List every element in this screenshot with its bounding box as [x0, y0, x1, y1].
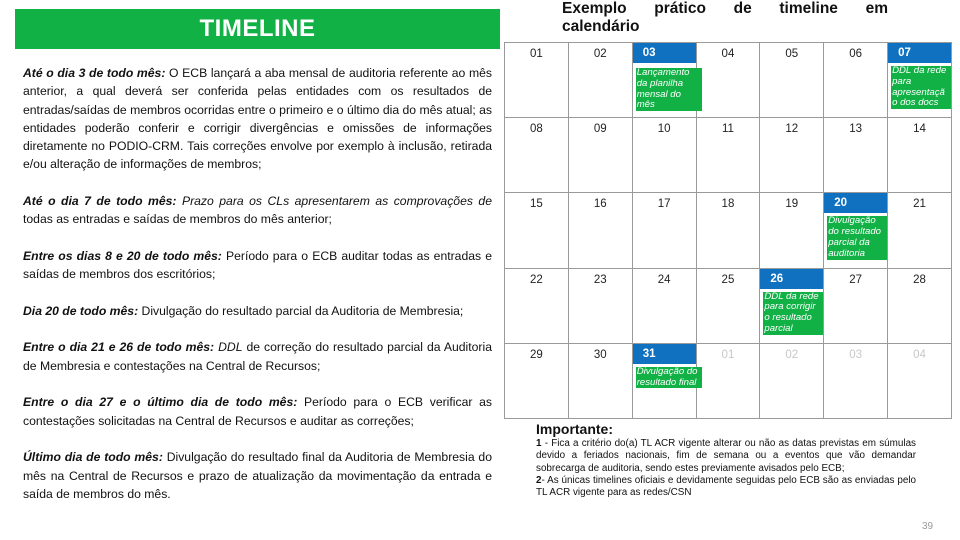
calendar-event-note: Divulgação do resultado parcial da auditoria [827, 216, 887, 259]
timeline-paragraph: Entre os dias 8 e 20 de todo mês: Período para o ECB auditar todas as entradas e saídas de membros dos escritórios; [23, 248, 492, 282]
calendar-day-number: 23 [593, 273, 607, 286]
calendar-day-number: 25 [721, 273, 735, 286]
calendar-day-cell [888, 193, 952, 268]
calendar-title-word: Exemplo [562, 0, 627, 17]
calendar-day-cell [888, 43, 952, 118]
calendar-day-cell [760, 193, 824, 268]
calendar-week [505, 268, 952, 343]
calendar-day-number: 15 [530, 198, 543, 211]
calendar-day-cell [888, 118, 952, 193]
calendar-day-number: 22 [530, 273, 543, 286]
calendar-day-highlight: 31 [633, 344, 696, 364]
calendar-day-highlight: 26 [760, 269, 823, 289]
calendar-day-number: 29 [530, 348, 543, 361]
calendar-day-cell [696, 43, 760, 118]
calendar-day-cell [696, 193, 760, 268]
calendar-day-number: 01 [530, 48, 543, 60]
page-number: 39 [922, 521, 934, 532]
calendar-event-note: Divulgação do resultado final [636, 367, 702, 389]
calendar-day-number: 13 [849, 123, 863, 136]
calendar-day-cell [568, 343, 632, 418]
calendar-day-number: 30 [593, 348, 607, 361]
timeline-paragraph: Último dia de todo mês: Divulgação do resultado final da Auditoria de Membresia do mês na Central de Recursos e prazo de atualização da movimentação da entrada e saída de membros do mês. [23, 450, 492, 501]
calendar-day-cell [696, 268, 760, 343]
important-heading: Importante: [536, 421, 613, 437]
calendar-day-cell [505, 193, 569, 268]
calendar-day-cell [760, 43, 824, 118]
calendar-day-number: 04 [913, 348, 926, 361]
calendar-day-cell [568, 43, 632, 118]
calendar-title [562, 0, 888, 36]
calendar-day-cell [824, 43, 888, 118]
timeline-paragraph: Entre o dia 27 e o último dia de todo mês: Período para o ECB verificar as contestações solicitadas na Central de Recursos e auditar as correções; [23, 395, 492, 428]
page-title: TIMELINE [15, 9, 500, 49]
timeline-paragraph: Até o dia 7 de todo mês: Prazo para os CLs apresentarem as comprovações de todas as entradas e saídas de membros do mês anterior; [23, 194, 492, 227]
calendar-week [505, 193, 952, 268]
calendar-grid [504, 42, 952, 419]
calendar-day-cell [824, 343, 888, 418]
calendar-day-number: 17 [657, 198, 671, 211]
calendar-day-cell [505, 343, 569, 418]
calendar-day-number: 01 [721, 348, 735, 361]
calendar-day-cell [696, 118, 760, 193]
calendar-day-number: 03 [849, 348, 863, 361]
calendar-day-number: 24 [657, 273, 671, 286]
calendar-day-cell [568, 268, 632, 343]
calendar-day-number: 02 [593, 48, 607, 60]
timeline-paragraph: Entre o dia 21 e 26 de todo mês: DDL de correção do resultado parcial da Auditoria de Membresia e contestações na Central de Recursos; [23, 340, 492, 373]
calendar-day-number: 27 [849, 273, 863, 286]
calendar-day-number: 08 [530, 123, 543, 136]
calendar-day-cell [696, 343, 760, 418]
calendar-day-number: 16 [593, 198, 607, 211]
calendar-day-number: 11 [721, 123, 734, 136]
timeline-description [23, 64, 492, 521]
calendar-day-cell [760, 343, 824, 418]
calendar-day-cell [505, 118, 569, 193]
calendar-event-note: Lançamento da planilha mensal do mês [636, 68, 702, 111]
calendar-day-cell [888, 268, 952, 343]
important-item: 2- As únicas timelines oficiais e devidamente seguidas pelo ECB são as enviadas pelo TL ACR vigente para as redes/CSN [536, 474, 916, 499]
calendar-day-number: 19 [785, 198, 799, 211]
calendar-day-cell [632, 268, 696, 343]
calendar-title-word: prático [654, 0, 706, 17]
calendar-day-cell [632, 343, 696, 418]
calendar-title-word: timeline [779, 0, 838, 17]
calendar-day-cell [760, 118, 824, 193]
calendar-day-highlight: 03 [633, 43, 696, 63]
calendar-week [505, 43, 952, 118]
calendar-day-cell [632, 118, 696, 193]
calendar-event-note: DDL da rede para corrigir o resultado parcial [763, 292, 823, 335]
calendar-day-number: 05 [785, 48, 799, 60]
calendar-title-word: em [865, 0, 888, 17]
calendar-day-cell [888, 343, 952, 418]
calendar-day-cell [568, 118, 632, 193]
calendar-day-cell [505, 268, 569, 343]
calendar-day-number: 10 [657, 123, 671, 136]
calendar-day-highlight: 20 [824, 193, 887, 213]
calendar-day-number: 02 [785, 348, 799, 361]
calendar-day-cell [824, 193, 888, 268]
important-notes [536, 421, 916, 499]
calendar-day-number: 28 [913, 273, 926, 286]
calendar-day-cell [632, 193, 696, 268]
calendar-week [505, 343, 952, 418]
calendar-day-cell [632, 43, 696, 118]
calendar-day-number: 09 [593, 123, 607, 136]
important-item: 1 - Fica a critério do(a) TL ACR vigente alterar ou não as datas previstas em súmulas devido a feriados nacionais, fim de semana ou a eventos que vão demandar sobrecarga de auditoria, sendo estes previamente avisados pelo ECB; [536, 438, 916, 474]
calendar-day-cell [760, 268, 824, 343]
calendar-day-number: 14 [913, 123, 926, 136]
calendar-week [505, 118, 952, 193]
calendar-day-number: 21 [913, 198, 926, 211]
calendar-title-word: de [733, 0, 752, 17]
calendar-day-cell [824, 268, 888, 343]
calendar-day-number: 04 [721, 48, 735, 60]
timeline-paragraph: Até o dia 3 de todo mês: O ECB lançará a aba mensal de auditoria referente ao mês anterior, a qual deverá ser conferida pelas entidades com os resultados de entradas/saídas de membros ocorridas entre o primeiro e o último dia do mês atual; as entidades poderão conferir e corrigir divergências e omissões de informações diretamente no PODIO-CRM. Tais correções envolve por exemplo à inclusão, retirada e/ou alteração de informações de membros; [23, 66, 492, 172]
calendar-day-number: 12 [785, 123, 799, 136]
calendar-title-line2: calendário [562, 18, 640, 35]
calendar-day-number: 18 [721, 198, 735, 211]
calendar-day-number: 06 [849, 48, 863, 60]
calendar-event-note: DDL da rede para apresentação dos docs [891, 66, 951, 109]
timeline-paragraph: Dia 20 de todo mês: Divulgação do resultado parcial da Auditoria de Membresia; [23, 303, 464, 318]
calendar-day-cell [568, 193, 632, 268]
calendar-day-highlight: 07 [888, 43, 951, 63]
calendar-day-cell [824, 118, 888, 193]
calendar-day-cell [505, 43, 569, 118]
